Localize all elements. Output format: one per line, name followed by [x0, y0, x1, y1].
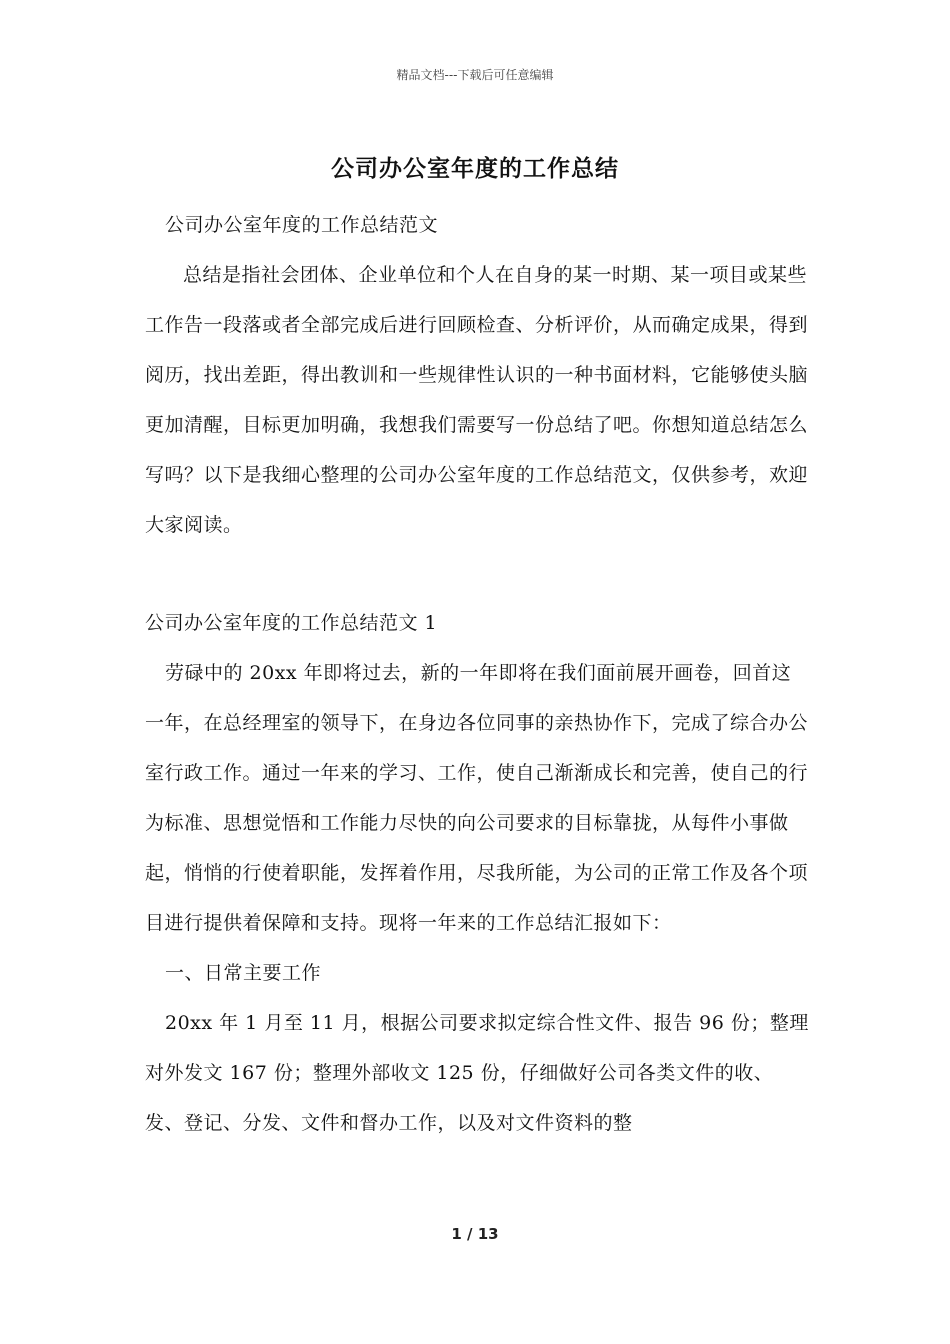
- document-title: 公司办公室年度的工作总结: [331, 155, 619, 182]
- page-number: 1 / 13: [451, 1225, 499, 1243]
- document-subtitle: 公司办公室年度的工作总结范文: [165, 214, 439, 236]
- section-heading-1: 一、日常主要工作: [165, 962, 322, 984]
- body-paragraph-1: 劳碌中的 20xx 年即将过去，新的一年即将在我们面前展开画卷，回首这一年，在总经理室的领导下，在身边各位同事的亲热协作下，完成了综合办公室行政工作。通过一年来的学习、工作，使自己渐渐成长和完善，使自己的行为标准、思想觉悟和工作能力尽快的向公司要求的目标靠拢，从每件小事做起，悄悄的行使着职能，发挥着作用，尽我所能，为公司的正常工作及各个项目进行提供着保障和支持。现将一年来的工作总结汇报如下：: [145, 662, 809, 934]
- document-body: [145, 200, 810, 1148]
- page-header: 精品文档---下载后可任意编辑: [396, 68, 554, 82]
- intro-paragraph: 总结是指社会团体、企业单位和个人在自身的某一时期、某一项目或某些工作告一段落或者全部完成后进行回顾检查、分析评价，从而确定成果，得到阅历，找出差距，得出教训和一些规律性认识的一种书面材料，它能够使头脑更加清醒，目标更加明确，我想我们需要写一份总结了吧。你想知道总结怎么写吗？以下是我细心整理的公司办公室年度的工作总结范文，仅供参考，欢迎大家阅读。: [145, 264, 809, 536]
- section-title: 公司办公室年度的工作总结范文 1: [145, 612, 438, 634]
- body-paragraph-2: 20xx 年 1 月至 11 月，根据公司要求拟定综合性文件、报告 96 份；整理对外发文 167 份；整理外部收文 125 份，仔细做好公司各类文件的收、发、登记、分发、文件和督办工作，以及对文件资料的整: [145, 1012, 809, 1134]
- paragraph-spacer: [145, 550, 810, 598]
